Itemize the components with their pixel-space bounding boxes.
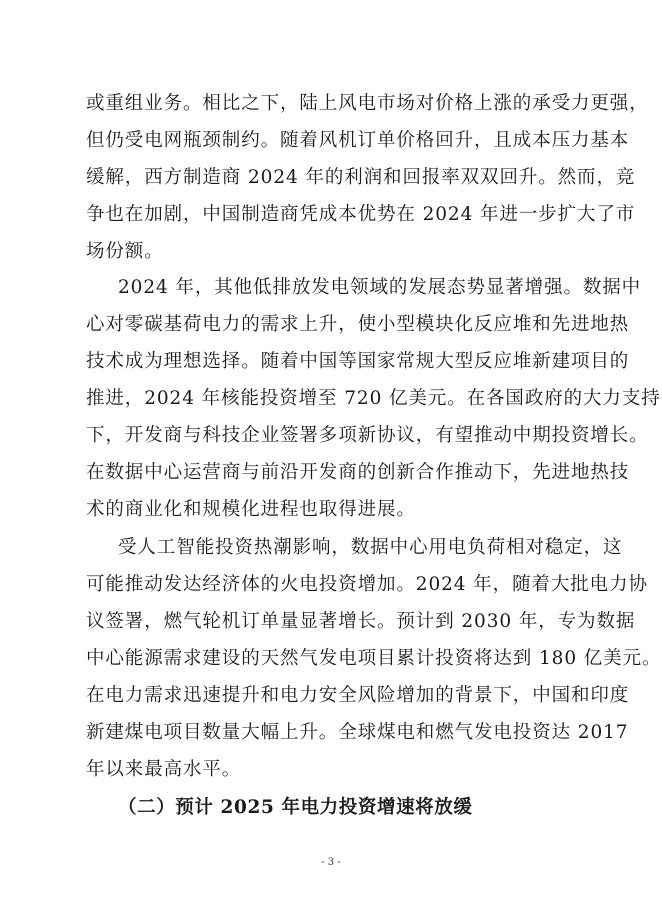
paragraph-line: 在电力需求迅速提升和电力安全风险增加的背景下，中国和印度 bbox=[86, 685, 630, 706]
paragraph-line: 争也在加剧，中国制造商凭成本优势在 2024 年进一步扩大了市 bbox=[86, 204, 636, 225]
paragraph-line: 新建煤电项目数量大幅上升。全球煤电和燃气发电投资达 2017 bbox=[86, 722, 629, 743]
paragraph-line: 但仍受电网瓶颈制约。随着风机订单价格回升，且成本压力基本 bbox=[86, 130, 630, 151]
paragraph-line: 技术成为理想选择。随着中国等国家常规大型反应堆新建项目的 bbox=[86, 351, 630, 372]
paragraph-line: 议签署，燃气轮机订单量显著增长。预计到 2030 年，专为数据 bbox=[86, 611, 636, 632]
paragraph-line: 术的商业化和规模化进程也取得进展。 bbox=[86, 499, 416, 520]
paragraph-line: 或重组业务。相比之下，陆上风电市场对价格上涨的承受力更强， bbox=[86, 93, 649, 114]
paragraph-line: 下，开发商与科技企业签署多项新协议，有望推动中期投资增长。 bbox=[86, 425, 649, 446]
page-number: - 3 - bbox=[321, 857, 341, 868]
paragraph-line: 2024 年，其他低排放发电领域的发展态势显著增强。数据中 bbox=[118, 277, 642, 298]
paragraph-line: 在数据中心运营商与前沿开发商的创新合作推动下，先进地热技 bbox=[86, 462, 630, 483]
paragraph-line: 可能推动发达经济体的火电投资增加。2024 年，随着大批电力协 bbox=[86, 574, 648, 595]
paragraph-line: 缓解，西方制造商 2024 年的利润和回报率双双回升。然而，竞 bbox=[86, 167, 636, 188]
paragraph-line: 推进，2024 年核能投资增至 720 亿美元。在各国政府的大力支持 bbox=[86, 388, 661, 409]
paragraph-line: 年以来最高水平。 bbox=[86, 759, 242, 780]
paragraph-line: 场份额。 bbox=[86, 241, 164, 262]
paragraph-line: 受人工智能投资热潮影响，数据中心用电负荷相对稳定，这 bbox=[118, 537, 623, 558]
paragraph-line: 心对零碳基荷电力的需求上升，使小型模块化反应堆和先进地热 bbox=[86, 314, 630, 335]
section-heading: （二）预计 2025 年电力投资增速将放缓 bbox=[118, 797, 473, 818]
paragraph-line: 中心能源需求建设的天然气发电项目累计投资将达到 180 亿美元。 bbox=[86, 648, 662, 669]
